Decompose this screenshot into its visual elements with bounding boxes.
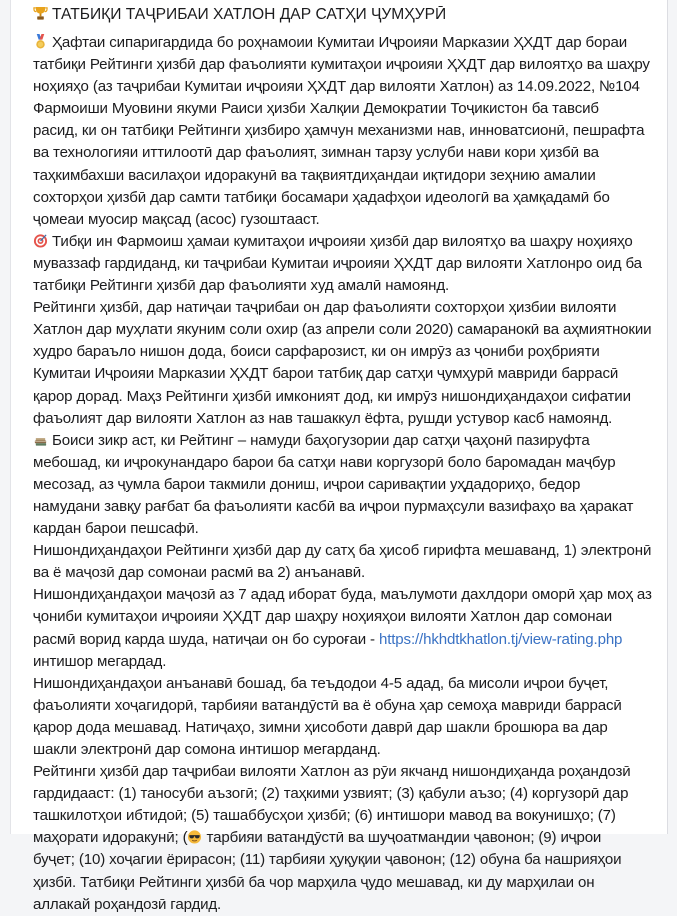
paragraph-obligation: [33, 231, 663, 297]
books-icon: [33, 432, 48, 447]
rating-site-link[interactable]: https://hkhdtkhatlon.tj/view-rating.php: [378, 630, 623, 648]
text-line: ва ё маҷозӣ дар сомонаи расмӣ ва 2) анъанавӣ.: [33, 564, 366, 582]
paragraph-rating-definition: [33, 430, 663, 540]
text-line: ҷомеаи муосир мақсад (асос) гузоштааст.: [33, 210, 320, 228]
text-line: худро бараъло нишон дода, боиси сарфарозист, ки он имрӯз аз ҷониби роҳбрияти: [33, 343, 600, 361]
text-line: фаъолият дар вилояти Хатлон аз нав ташаккул ёфта, рушди устувор касб намоянд.: [33, 409, 613, 427]
text-line: мебошад, ки иҷрокунандаро барои ба сатҳи нави коргузорӣ боло баромадан маҷбур: [33, 453, 616, 471]
text-line: интишор мегардад.: [33, 652, 167, 670]
text-line: аллакай роҳандозӣ гардид.: [33, 895, 222, 913]
text-line: Хатлон дар муҳлати якуним соли охир (аз апрели соли 2020) самаранокӣ ва аҳмиятнокии: [33, 321, 652, 339]
text-line: намудани завқу рағбат ба фаъолияти касбӣ ва иҷрои пурмаҳсули вазифаҳо ва ҳаракат: [33, 497, 634, 515]
target-icon: [33, 233, 48, 248]
text-line: Рейтинги ҳизбӣ дар таҷрибаи вилояти Хатлон аз рӯи якчанд нишондиҳанда роҳандозӣ: [33, 763, 631, 781]
text-line: ва технологияи иттилоотӣ дар фаъолият, зимнан тарзу услуби нави кори ҳизбӣ ва: [33, 144, 599, 162]
text-line: расид, ки он татбиқи Рейтинги ҳизбиро ҳамчун механизми нав, инноватсионӣ, пешрафта: [33, 122, 645, 140]
post-title: ТАТБИҚИ ТАҶРИБАИ ХАТЛОН ДАР САТҲИ ҶУМҲУРӢ: [33, 4, 663, 26]
text-line: месозад, аз ҷумла барои такмили дониш, иҷрои саривақтии уҳдадориҳо, бедор: [33, 475, 581, 493]
post-body: [33, 4, 663, 916]
text-line: Ҳафтаи сипаригардида бо роҳнамоии Кумитаи Иҷроияи Марказии ҲХДТ дар бораи: [33, 32, 663, 54]
text-line: расмӣ ворид карда шуда, натиҷаи он бо суроғаи - https://hkhdtkhatlon.tj/view-rating.php: [33, 630, 623, 648]
post-card: [10, 0, 668, 913]
text-line: муваззаф гардиданд, ки таҷрибаи Кумитаи иҷроияи ҲХДТ дар вилояти Хатлонро оид ба: [33, 254, 642, 272]
paragraph-directive: [33, 32, 663, 231]
text-line: Рейтинги ҳизбӣ, дар натиҷаи таҷрибаи он дар фаъолияти сохторҳои ҳизбии вилояти: [33, 299, 617, 317]
text-line: қарор дода мешавад. Натиҷаҳо, зимни ҳисоботи даврӣ дар шакли брошюра ва дар: [33, 718, 608, 736]
text-line: Боиси зикр аст, ки Рейтинг – намуди баҳогузории дар сатҳи ҷаҳонӣ пазируфта: [33, 430, 663, 452]
text-line: Тибқи ин Фармоиш ҳамаи кумитаҳои иҷроияи ҳизбӣ дар вилоятҳо ва шаҳру ноҳияҳо: [33, 231, 663, 253]
sunglasses-face-icon: [187, 829, 202, 844]
text-line: татбиқи Рейтинги ҳизбӣ дар фаъолияти кумитаҳои иҷроияи ҲХДТ дар вилоятҳо ва шаҳру: [33, 56, 650, 74]
text-line: фаъолияти хоҷагидорӣ, тарбияи ватандӯстӣ ва ё обуна ҳар семоҳа мавриди баррасӣ: [33, 696, 622, 714]
text-line: Кумитаи Иҷроияи Марказии ҲХДТ барои татбиқ дар сатҳи ҷумҳурӣ мавриди баррасӣ: [33, 365, 619, 383]
text-line: Нишондиҳандаҳои Рейтинги ҳизбӣ дар ду сатҳ ба ҳисоб гирифта мешаванд, 1) электронӣ: [33, 542, 652, 560]
text-line: ҷониби кумитаҳои иҷроияи ҲХДТ дар шаҳру ноҳияҳои вилояти Хатлон дар сомонаи: [33, 608, 613, 626]
paragraph-two-levels: [33, 540, 663, 584]
paragraph-traditional-indicators: [33, 673, 663, 761]
paragraph-rating-results: [33, 297, 663, 430]
text-line: ташкилотҳои ибтидоӣ; (5) ташаббусҳои ҳизбӣ; (6) интишори мавод ва вокунишҳо; (7): [33, 807, 616, 825]
paragraph-virtual-indicators: [33, 584, 663, 672]
text-line: таҳкимбахши василаҳои идоракунӣ ва тақвиятдиҳандаи иқтидори зеҳнию амалии: [33, 166, 596, 184]
text-line: маҳорати идоракунӣ; ( тарбияи ватандӯстӣ ва шуҷоатмандии ҷавонон; (9) иҷрои: [33, 829, 602, 847]
text-line: Нишондиҳандаҳои анъанавӣ бошад, ба теъдодои 4-5 адад, ба мисоли иҷрои буҷет,: [33, 674, 609, 692]
text-line: буҷет; (10) хоҷагии ёрирасон; (11) тарбияи ҳуқуқии ҷавонон; (12) обуна ба нашрияҳои: [33, 851, 622, 869]
text-line: ҳизбӣ. Татбиқи Рейтинги ҳизбӣ ба чор марҳила ҷудо мешавад, ки ду марҳилаи он: [33, 873, 595, 891]
paragraph-indicator-list: [33, 761, 663, 916]
text-line: Фармоиши Муовини якуми Раиси ҳизби Халқии Демократии Тоҷикистон ба тавсиб: [33, 100, 599, 118]
trophy-icon: [33, 6, 48, 21]
text-line: қарор дорад. Маҳз Рейтинги ҳизбӣ имконият дод, ки имрӯз нишондиҳандаҳои сифатии: [33, 387, 631, 405]
medal-icon: [33, 34, 48, 49]
text-line: ноҳияҳо (аз таҷрибаи Кумитаи иҷроияи ҲХДТ дар вилояти Хатлон) аз 14.09.2022, №104: [33, 78, 640, 96]
text-line: гардидааст: (1) таносуби аъзогӣ; (2) таҳкими узвият; (3) қабули аъзо; (4) коргузорӣ дар: [33, 785, 629, 803]
text-line: Нишондиҳандаҳои маҷозӣ аз 7 адад иборат буда, маълумоти дахлдори оморӣ ҳар моҳ аз: [33, 586, 652, 604]
text-line: шакли электронӣ дар сомона интишор мегарданд.: [33, 741, 381, 758]
text-line: кардан барои пешсафӣ.: [33, 520, 199, 538]
text-line: сохторҳои ҳизбӣ дар самти татбиқи босамари ҳадафҳои идеологӣ ва ҳамқадамӣ бо: [33, 188, 610, 206]
text-line: татбиқи Рейтинги ҳизбӣ дар фаъолияти худ амалӣ намоянд.: [33, 277, 450, 295]
